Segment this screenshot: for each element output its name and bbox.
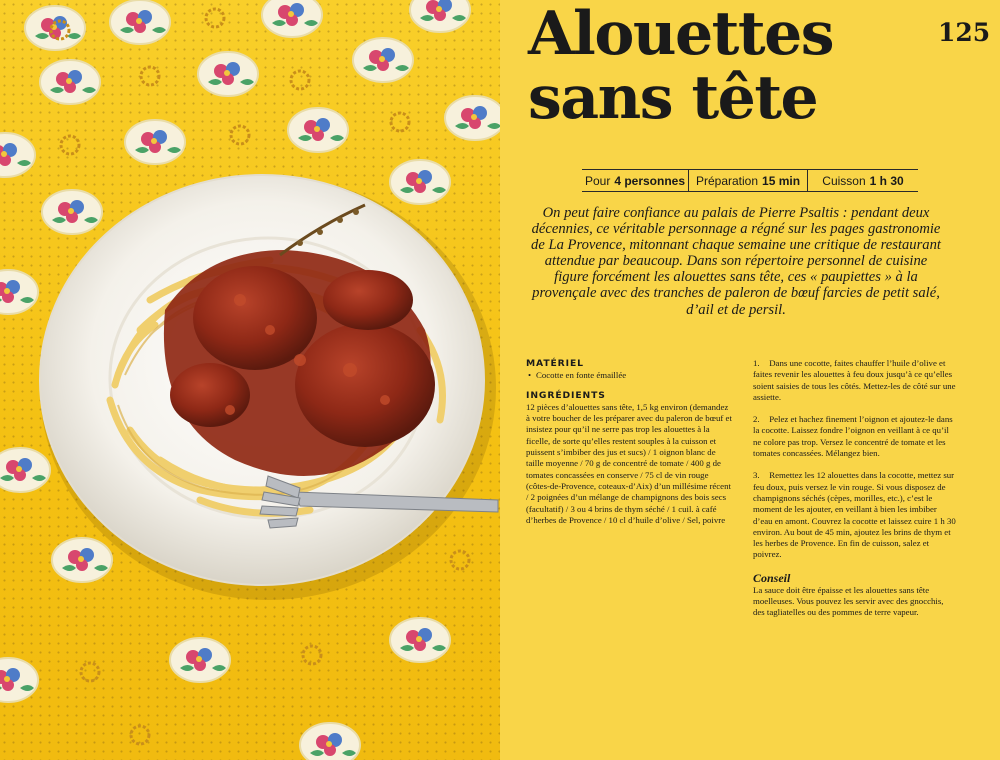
ingredients-column [526,358,732,535]
materiel-item: Cocotte en fonte émaillée [536,370,627,381]
step-text: Pelez et hachez finement l’oignon et ajoutez-le dans la cocotte. Laissez fondre l’oignon en veillant à ce qu’il ne colore pas trop. Versez le concentré de tomate et les tomates concassées. Mélangez bien. [753,414,953,459]
page-number: 125 [938,18,991,47]
recipe-title [528,0,908,133]
step-3 [753,470,956,560]
servings-info [582,170,688,191]
bullet-icon: • [528,370,532,381]
ingredients-list: 12 pièces d’alouettes sans tête, 1,5 kg environ (demandez à votre boucher de les préparer avec du paleron de bœuf et insistez pour qu’il ne serre pas trop les alouettes à la ficelle, de sorte qu’elles restent souples à la cuisson et puissent s’imbiber des jus et sucs) / 1 oignon blanc de taille moyenne / 70 g de concentré de tomate / 400 g de tomates concassées en conserve / 75 cl de vin rouge (côtes-de-Provence, coteaux-d’Aix) d’un millésime récent / 2 poignées d’un mélange de champignons des bois secs (facultatif) / 3 ou 4 brins de thym séché / 1 cuil. à café d’herbes de Provence / 10 cl d’huile d’olive / Sel, poivre [526,401,732,525]
title-line-1: Alouettes [528,0,834,69]
step-1 [753,358,956,403]
step-2 [753,414,956,459]
prep-value: 15 min [762,173,801,188]
prep-label: Préparation [695,173,759,188]
step-number: 2. [753,414,760,425]
alouette-paupiette [323,270,413,330]
steps-column [753,358,956,619]
step-number: 3. [753,470,760,481]
step-text: Remettez les 12 alouettes dans la cocotte, mettez sur feu doux, puis versez le vin rouge. Si vous disposez de champignons séchés (cèpes, morilles, etc.), c’est le moment de les ajouter, en veillant à bien les imbiber d’eau en amont. Couvrez la cocotte et laissez cuire 1 h 30 environ. Au bout de 45 min, ajoutez les brins de thym et les herbes de Provence. En fin de cuisson, salez et poivrez. [753,470,956,560]
materiel-heading: MATÉRIEL [526,358,584,369]
tip-text: La sauce doit être épaisse et les alouettes sans tête moelleuses. Vous pouvez les servir avec des gnocchis, des tagliatelles ou des pommes de terre vapeur. [753,584,944,618]
recipe-info-bar [582,169,918,192]
recipe-intro: On peut faire confiance au palais de Pierre Psaltis : pendant deux décennies, ce véritable personnage a régné sur les pages gastronomie de La Provence, mitonnant chaque semaine une critique de restaurant attendue par beaucoup. Dans son répertoire personnel de cuisine figure forcément les alouettes sans tête, ces « paupiettes » à la provençale avec des tranches de paleron de bœuf farcies de petit salé, d’ail et de persil. [531,205,941,318]
ingredients-heading: INGRÉDIENTS [526,389,606,401]
prep-time-info [688,170,807,191]
step-text: Dans une cocotte, faites chauffer l’huile d’olive et faites revenir les alouettes à feu doux jusqu’à ce qu’elles soient saisies de tous les côtés. Mettez-les de côté sur une assiette. [753,358,956,402]
servings-label: Pour [584,173,611,188]
step-number: 1. [753,358,760,368]
title-line-2: sans tête [528,63,818,133]
cook-time-info [807,170,918,191]
tablecloth-flower [25,6,85,50]
tip-heading: Conseil [753,570,791,585]
cook-value: 1 h 30 [869,173,904,188]
list-item [526,370,732,381]
alouette-paupiette [295,323,435,447]
servings-value: 4 personnes [614,173,686,188]
cook-label: Cuisson [822,173,866,188]
